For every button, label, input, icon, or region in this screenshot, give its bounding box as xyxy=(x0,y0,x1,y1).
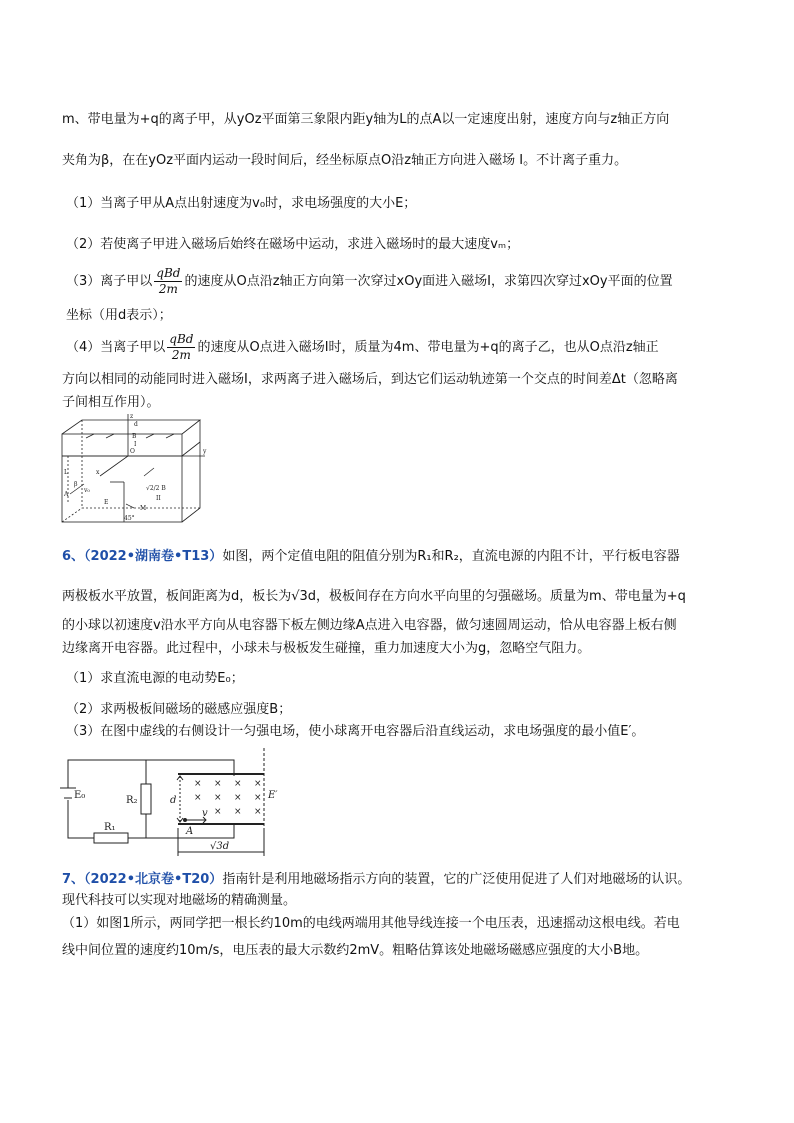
field-cross: × xyxy=(254,807,262,817)
fig1-label-M: M xyxy=(140,505,147,512)
figure-magnetic-field-box xyxy=(60,412,210,527)
fig1-label-E: E xyxy=(104,499,109,506)
fig1-label-d: d xyxy=(134,421,138,428)
q6-sub2: （2）求两极板间磁场的磁感应强度B； xyxy=(66,702,292,717)
q5-sub4b: 方向以相同的动能同时进入磁场I，求两离子进入磁场后，到达它们运动轨迹第一个交点的时间差Δt（忽略离 xyxy=(62,372,678,387)
fig1-label-beta: β xyxy=(74,481,78,488)
fig1-label-L: L xyxy=(64,469,68,476)
q7-line2: 现代科技可以实现对地磁场的精确测量。 xyxy=(62,893,297,908)
field-cross: × xyxy=(194,793,202,803)
q5-sub1: （1）当离子甲从A点出射速度为v₀时，求电场强度的大小E； xyxy=(66,196,417,211)
fig1-label-x: x xyxy=(96,469,100,476)
field-cross: × xyxy=(254,793,262,803)
fig1-label-B: B xyxy=(132,433,137,440)
fig1-label-half-root2-B: √2/2 B xyxy=(146,485,166,492)
fig1-label-v0: v₀ xyxy=(84,487,90,494)
q5-line1: m、带电量为+q的离子甲，从yOz平面第三象限内距y轴为L的点A以一定速度出射，速度方向与z轴正方向 xyxy=(62,112,670,127)
fig1-label-O: O xyxy=(130,448,135,455)
q6-line3: 的小球以初速度v沿水平方向从电容器下板左侧边缘A点进入电容器，做匀速圆周运动，恰从电容器上板右侧 xyxy=(62,618,677,633)
fig2-label-R1: R₁ xyxy=(104,822,116,833)
q5-sub3a: （3）离子甲以 $\frac{\text{qBd}}{2m}$ 的速度从O点沿z轴正方向第一次穿过xOy面进入磁场I，求第四次穿过xOy平面的位置 xyxy=(66,266,673,296)
fig2-ball xyxy=(183,818,187,822)
q5-sub2: （2）若使离子甲进入磁场后始终在磁场中运动，求进入磁场时的最大速度vₘ； xyxy=(66,237,520,252)
q5-sub4c: 子间相互作用）。 xyxy=(62,395,160,410)
fig2-label-E-prime: E′ xyxy=(268,790,278,801)
fig1-label-I: I xyxy=(134,441,137,448)
field-cross: × xyxy=(234,807,242,817)
q7-line3: （1）如图1所示，两同学把一根长约10m的电线两端用其他导线连接一个电压表，迅速摇动这根电线。若电 xyxy=(62,916,680,931)
q5-line2: 夹角为β，在在yOz平面内运动一段时间后，经坐标原点O沿z轴正方向进入磁场 I。不计离子重力。 xyxy=(62,153,628,168)
q5-sub4a: （4）当离子甲以 $\frac{\text{qBd}}{2m}$ 的速度从O点进入磁场I时，质量为4m、带电量为+q的离子乙，也从O点沿z轴正 xyxy=(66,332,659,362)
q6-line1: 6、（2022•湖南卷•T13）如图，两个定值电阻的阻值分别为R₁和R₂，直流电源的内阻不计，平行板电容器 xyxy=(62,549,680,564)
fig1-label-y: y xyxy=(203,448,207,455)
q6-line2: 两极板水平放置，板间距离为d，板长为√3d，极板间存在方向水平向里的匀强磁场。质量为m、带电量为+q xyxy=(62,589,686,604)
field-cross: × xyxy=(254,779,262,789)
fig2-label-E0: E₀ xyxy=(74,790,86,801)
fig1-label-z: z xyxy=(130,413,134,420)
q5-sub3b: 坐标（用d表示）； xyxy=(66,308,172,323)
fig1-label-II: II xyxy=(156,495,161,502)
q6-sub1: （1）求直流电源的电动势E₀； xyxy=(66,671,244,686)
fig2-label-root3d: √3d xyxy=(210,841,230,852)
q7-line4: 线中间位置的速度约10m/s，电压表的最大示数约2mV。粗略估算该处地磁场磁感应强度的大小B地。 xyxy=(62,943,649,958)
figure-circuit-capacitor xyxy=(58,748,290,860)
fig2-label-d: d xyxy=(170,795,177,806)
fig1-label-45deg: 45° xyxy=(124,515,135,522)
fig2-label-A: A xyxy=(186,826,194,837)
field-cross: × xyxy=(214,779,222,789)
fraction-qbd-2m-2: $\frac{\text{qBd}}{2m}$ xyxy=(169,332,194,362)
field-cross: × xyxy=(214,793,222,803)
fig2-label-R2: R₂ xyxy=(126,795,138,806)
fig2-label-v: v xyxy=(202,808,208,819)
field-cross: × xyxy=(234,779,242,789)
fig1-label-A: A xyxy=(64,491,69,498)
q6-line4: 边缘离开电容器。此过程中，小球未与极板发生碰撞，重力加速度大小为g，忽略空气阻力。 xyxy=(62,641,591,656)
q7-line1: 7、（2022•北京卷•T20）指南针是利用地磁场指示方向的装置，它的广泛使用促进了人们对地磁场的认识。 xyxy=(62,872,691,887)
field-cross: × xyxy=(214,807,222,817)
field-cross: × xyxy=(234,793,242,803)
q6-sub3: （3）在图中虚线的右侧设计一匀强电场，使小球离开电容器后沿直线运动，求电场强度的最小值E′。 xyxy=(66,724,645,739)
fraction-qbd-2m: $\frac{\text{qBd}}{2m}$ xyxy=(156,266,181,296)
field-cross: × xyxy=(194,779,202,789)
